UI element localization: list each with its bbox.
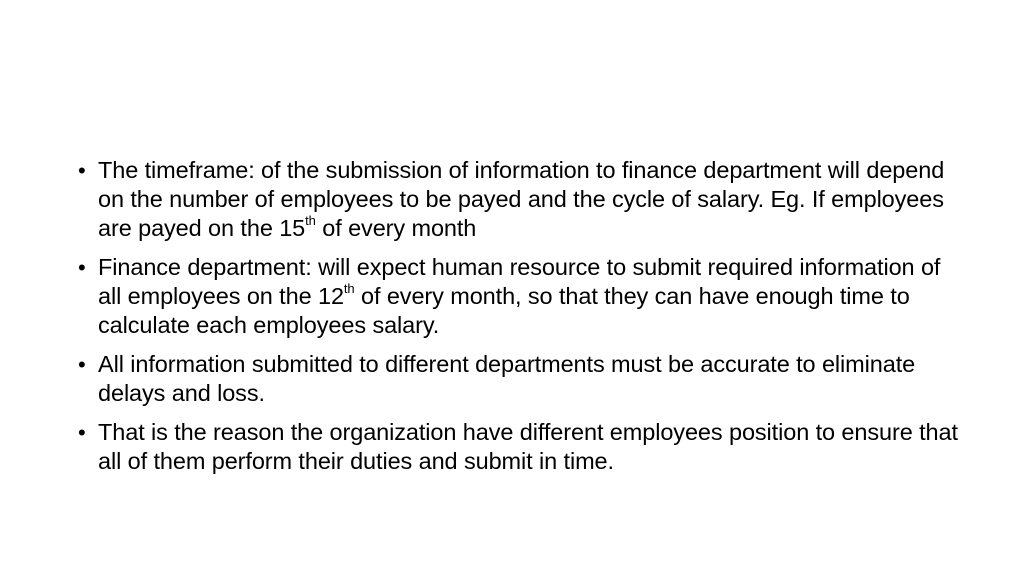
bullet-text-tail: of every month bbox=[315, 215, 477, 241]
bullet-icon: • bbox=[78, 420, 86, 445]
bullet-item-accuracy bbox=[78, 350, 958, 408]
bullet-text-tail: of every month, so that they can have enough time to calculate each employees salary. bbox=[98, 283, 910, 338]
bullet-item-timeframe bbox=[78, 156, 958, 243]
bullet-icon: • bbox=[78, 255, 86, 280]
bullet-icon: • bbox=[78, 158, 86, 183]
bullet-text: The timeframe: of the submission of information to finance department will depend on the number of employees to be payed and the cycle of salary. Eg. If employees are payed on the 15 bbox=[98, 157, 945, 241]
ordinal-suffix: th bbox=[343, 281, 355, 297]
bullet-list bbox=[78, 156, 958, 476]
bullet-text: All information submitted to different departments must be accurate to eliminate delays and loss. bbox=[98, 351, 916, 406]
bullet-icon: • bbox=[78, 352, 86, 377]
bullet-item-finance-department bbox=[78, 253, 958, 340]
ordinal-suffix: th bbox=[305, 213, 316, 229]
bullet-text: That is the reason the organization have different employees position to ensure that all of them perform their duties and submit in time. bbox=[98, 419, 958, 474]
bullet-item-organization bbox=[78, 418, 958, 476]
bullet-text: Finance department: will expect human resource to submit required information of all employees on the 12 bbox=[98, 254, 941, 309]
